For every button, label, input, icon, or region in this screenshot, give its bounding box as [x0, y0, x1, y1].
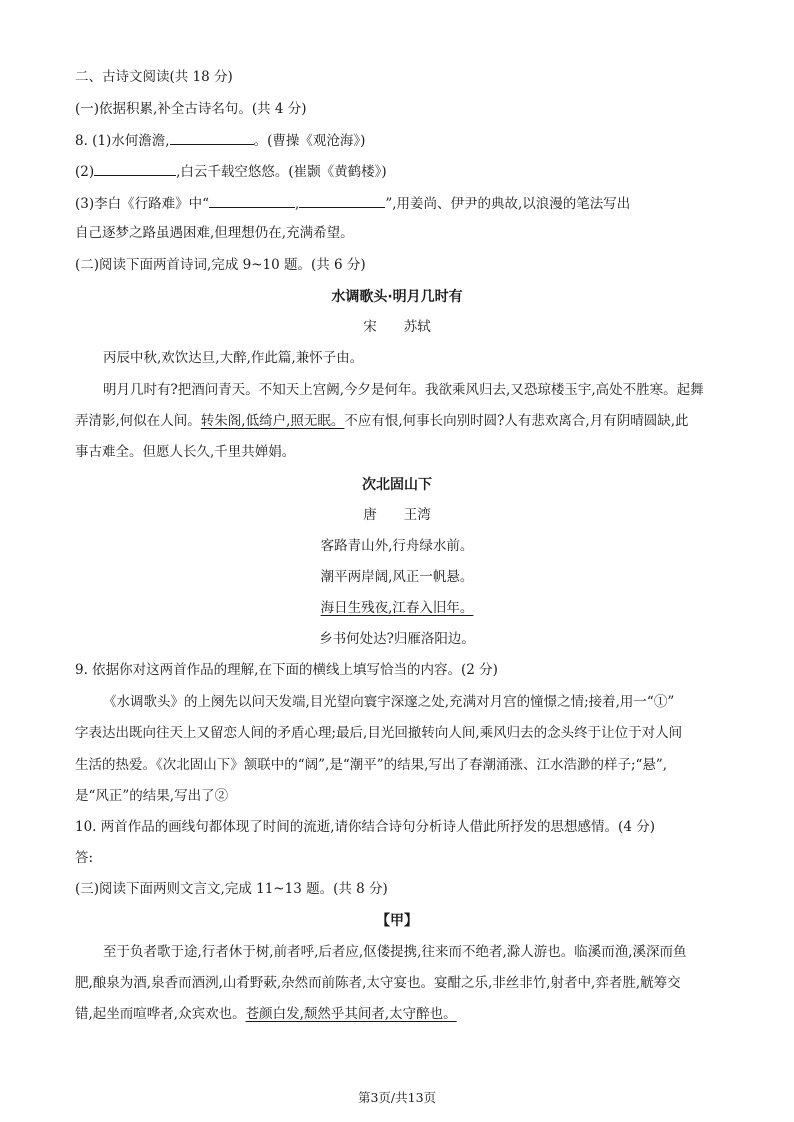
poem2-line: 潮平两岸阔,风正一帆悬。 [320, 569, 474, 585]
poem1-line: 明月几时有?把酒问青天。不知天上宫阙,今夕是何年。我欲乘风归去,又恐琼楼玉宇,高处不胜寒。起舞 [103, 382, 704, 398]
poem2-line [0, 599, 794, 617]
question-8-3-continued: 自己逐梦之路虽遇困难,但理想仍在,充满希望。 [75, 225, 354, 241]
section-heading: 二、古诗文阅读(共 18 分) [75, 69, 233, 85]
underlined-line: 转朱阁,低绮户,照无眠。 [200, 413, 345, 429]
part1-heading: (一)依据积累,补全古诗名句。(共 4 分) [75, 101, 307, 117]
passage-jia-title: 【甲】 [376, 913, 418, 929]
q8-3-prefix: (3)李白《行路难》中“ [75, 196, 210, 212]
question-9-stem: 9. 依据你对这两首作品的理解,在下面的横线上填写恰当的内容。(2 分) [75, 662, 498, 678]
passage-jia-line: 至于负者歌于途,行者休于树,前者呼,后者应,伛偻提携,往来而不绝者,滁人游也。临溪而渔,溪深而鱼 [103, 944, 687, 960]
question-9-text: 《水调歌头》的上阕先以问天发端,目光望向寰宇深邃之处,充满对月宫的憧憬之情;接着,用一“①” [103, 694, 675, 710]
passage-jia-line: 肥,酿泉为酒,泉香而酒洌,山肴野蔌,杂然而前陈者,太守宴也。宴酣之乐,非丝非竹,射者中,弈者胜,觥筹交 [75, 975, 681, 991]
question-8-1 [75, 130, 365, 150]
answer-blank[interactable] [299, 193, 385, 208]
poem1-text: 不应有恨,何事长向别时圆?人有悲欢离合,月有阴晴圆缺,此 [344, 413, 689, 429]
question-9-text: 是“风正”的结果,写出了② [75, 788, 229, 804]
poem1-text: 弄清影,何似在人间。 [75, 413, 201, 429]
poem2-title: 次北固山下 [362, 477, 432, 493]
question-8-3 [75, 193, 630, 213]
passage-jia-line [75, 1005, 457, 1023]
poem2-line: 乡书何处达?归雁洛阳边。 [319, 631, 475, 647]
underlined-line: 海日生残夜,江春入旧年。 [320, 600, 474, 616]
question-9-text: 生活的热爱。《次北固山下》颔联中的“阔”,是“潮平”的结果,写出了春潮涌涨、江水浩渺的样子;“悬”, [75, 757, 668, 773]
passage-text: 错,起坐而喧哗者,众宾欢也。 [75, 1006, 246, 1022]
poem1-author: 宋 苏轼 [363, 319, 431, 335]
answer-label: 答: [75, 850, 94, 866]
answer-blank[interactable] [170, 130, 254, 145]
q8-2-suffix: ,白云千载空悠悠。(崔颢《黄鹤楼》) [176, 164, 387, 180]
poem1-title: 水调歌头·明月几时有 [331, 289, 463, 305]
part2-heading: (二)阅读下面两首诗词,完成 9~10 题。(共 6 分) [75, 257, 366, 273]
q8-1-suffix: 。(曹操《观沧海》) [253, 133, 366, 149]
page-number: 第3页/共13页 [357, 1090, 437, 1105]
question-8-2 [75, 161, 387, 181]
poem1-line: 事古难全。但愿人长久,千里共婵娟。 [75, 444, 296, 460]
question-10-stem: 10. 两首作品的画线句都体现了时间的流逝,请你结合诗句分析诗人借此所抒发的思想感情。(4 分) [75, 819, 655, 835]
answer-blank[interactable] [94, 161, 176, 176]
answer-blank[interactable] [209, 193, 295, 208]
poem2-line: 客路青山外,行舟绿水前。 [320, 538, 474, 554]
poem1-line [75, 412, 689, 430]
poem1-preface: 丙辰中秋,欢饮达旦,大醉,作此篇,兼怀子由。 [103, 350, 364, 366]
q8-1-prefix: 8. (1)水何澹澹, [75, 133, 170, 149]
part3-heading: (三)阅读下面两则文言文,完成 11~13 题。(共 8 分) [75, 881, 388, 897]
q8-3-suffix: ”,用姜尚、伊尹的典故,以浪漫的笔法写出 [385, 196, 631, 212]
poem2-author: 唐 王湾 [363, 507, 431, 523]
q8-2-prefix: (2) [75, 164, 95, 180]
q8-3-comma: , [295, 196, 300, 212]
question-9-text: 字表达出既向往天上又留恋人间的矛盾心理;最后,目光回撤转向人间,乘风归去的念头终于让位于对人间 [75, 725, 683, 741]
underlined-line: 苍颜白发,颓然乎其间者,太守醉也。 [245, 1006, 457, 1022]
